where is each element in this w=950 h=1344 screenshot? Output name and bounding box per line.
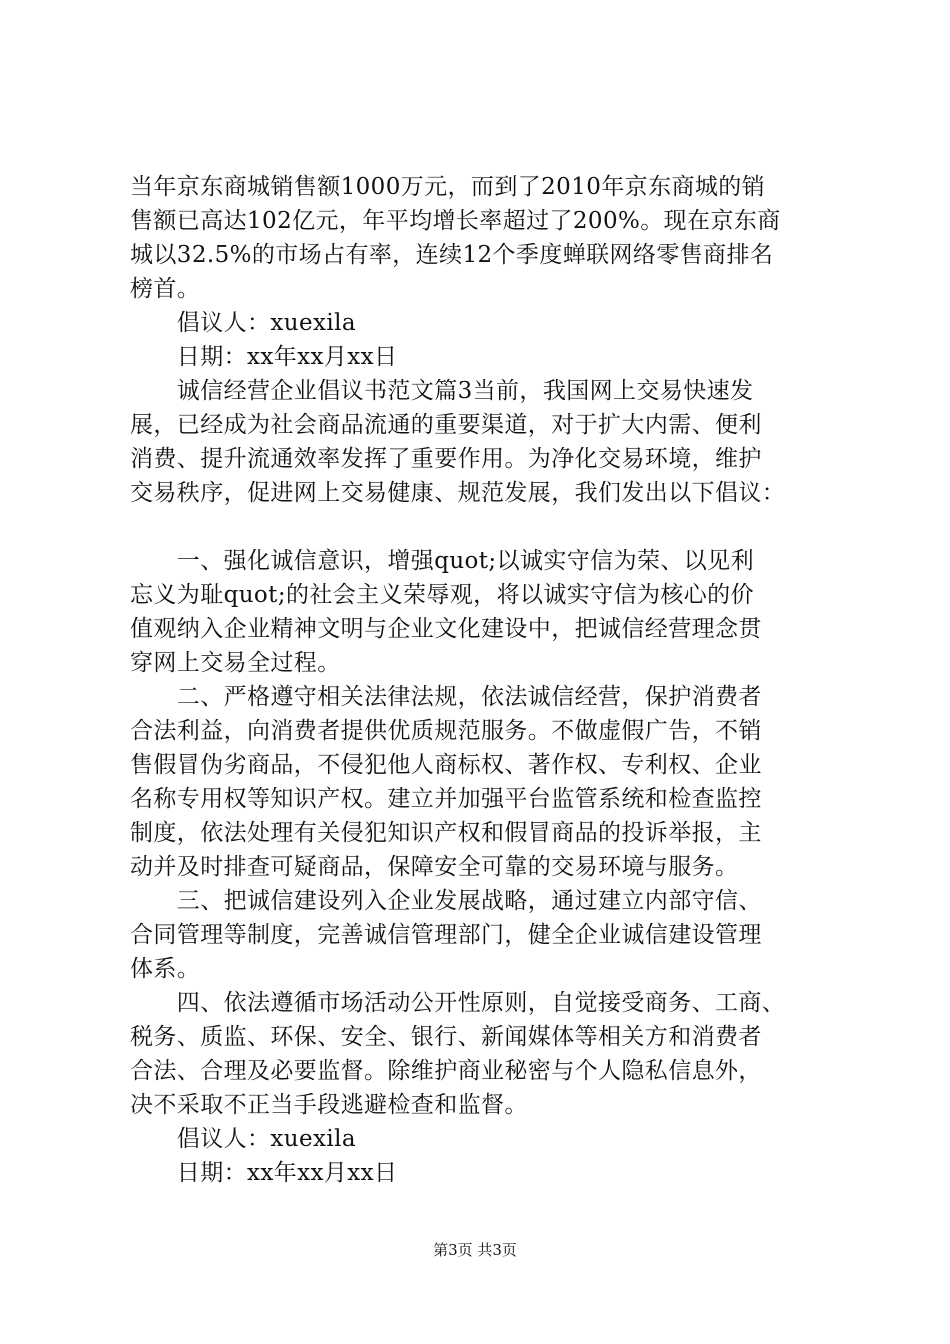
text-line: 合同管理等制度，完善诚信管理部门，健全企业诚信建设管理 [130,922,762,948]
text-line: 名称专用权等知识产权。建立并加强平台监管系统和检查监控 [130,786,762,812]
signer-line: 倡议人：xuexila [130,310,356,336]
text-line: 售假冒伪劣商品，不侵犯他人商标权、著作权、专利权、企业 [130,752,762,778]
text-line: 体系。 [130,956,201,982]
text-line: 榜首。 [130,276,201,302]
text-line: 三、把诚信建设列入企业发展战略，通过建立内部守信、 [130,888,762,914]
text-line: 动并及时排查可疑商品，保障安全可靠的交易环境与服务。 [130,854,739,880]
text-line: 交易秩序，促进网上交易健康、规范发展，我们发出以下倡议： [130,480,786,506]
text-line: 决不采取不正当手段逃避检查和监督。 [130,1092,528,1118]
blank-line [130,510,832,544]
text-line: 一、强化诚信意识，增强quot;以诚实守信为荣、以见利 [130,548,754,574]
text-line: 值观纳入企业精神文明与企业文化建设中，把诚信经营理念贯 [130,616,762,642]
date-line: 日期：xx年xx月xx日 [130,1160,398,1186]
text-line: 税务、质监、环保、安全、银行、新闻媒体等相关方和消费者 [130,1024,762,1050]
text-line: 城以32.5%的市场占有率，连续12个季度蝉联网络零售商排名 [130,242,774,268]
text-line: 展，已经成为社会商品流通的重要渠道，对于扩大内需、便利 [130,412,762,438]
page-footer: 第3页 共3页 [433,1241,517,1259]
text-line: 制度，依法处理有关侵犯知识产权和假冒商品的投诉举报，主 [130,820,762,846]
text-line: 四、依法遵循市场活动公开性原则，自觉接受商务、工商、 [130,990,786,1016]
text-line: 合法、合理及必要监督。除维护商业秘密与个人隐私信息外， [130,1058,762,1084]
text-line: 诚信经营企业倡议书范文篇3当前，我国网上交易快速发 [130,378,754,404]
signer-line: 倡议人：xuexila [130,1126,356,1152]
text-line: 穿网上交易全过程。 [130,650,341,676]
text-line: 二、严格遵守相关法律法规，依法诚信经营，保护消费者 [130,684,762,710]
text-line: 忘义为耻quot;的社会主义荣辱观，将以诚实守信为核心的价 [130,582,754,608]
text-line: 消费、提升流通效率发挥了重要作用。为净化交易环境，维护 [130,446,762,472]
text-line: 合法利益，向消费者提供优质规范服务。不做虚假广告，不销 [130,718,762,744]
text-line: 售额已高达102亿元，年平均增长率超过了200%。现在京东商 [130,208,781,234]
document-body [130,170,832,1190]
text-line: 当年京东商城销售额1000万元，而到了2010年京东商城的销 [130,174,766,200]
date-line: 日期：xx年xx月xx日 [130,344,398,370]
